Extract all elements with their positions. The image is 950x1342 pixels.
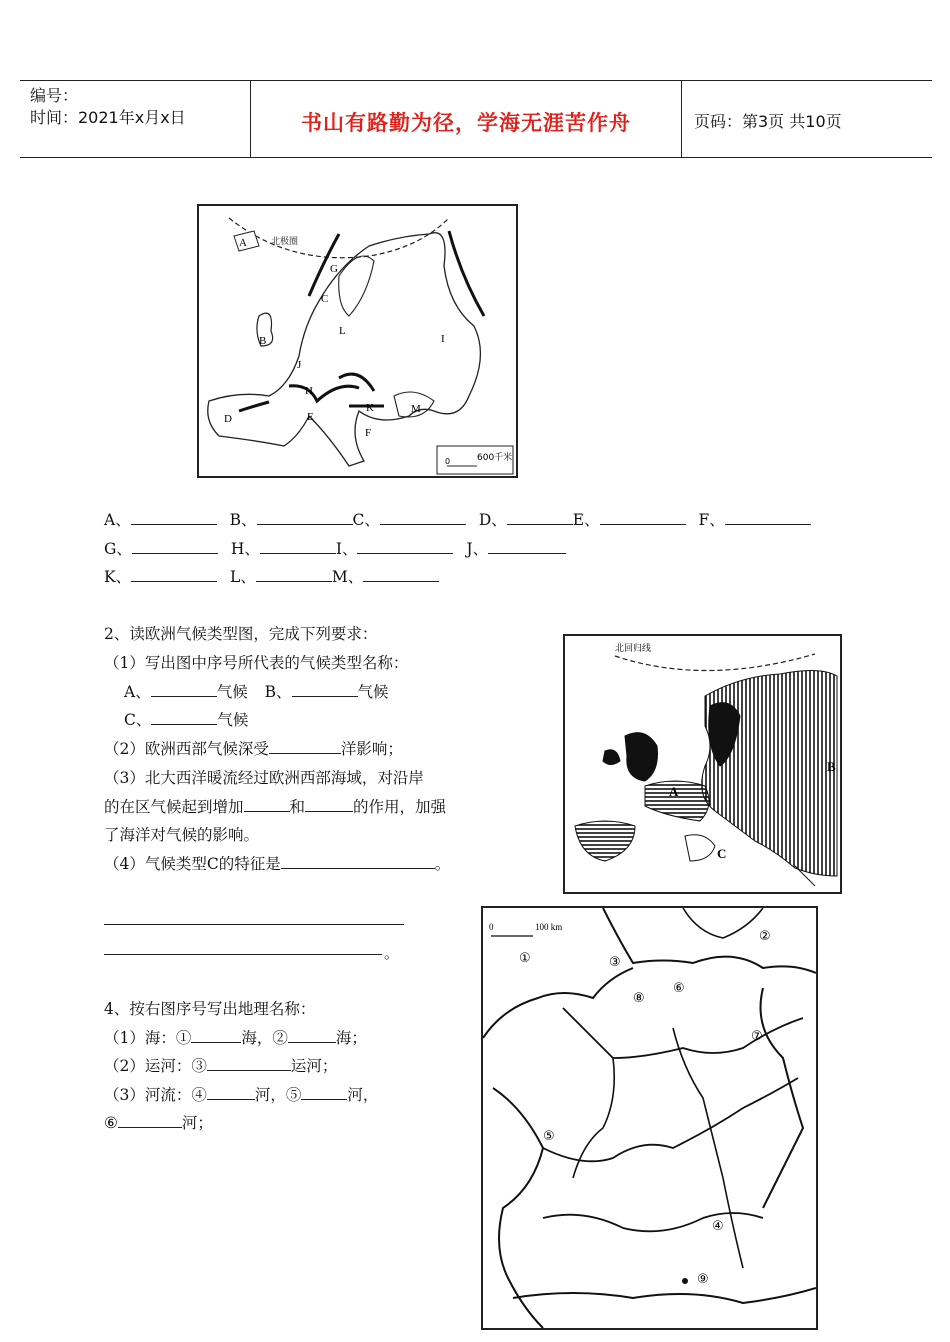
q2-a-suffix: 气候 (216, 683, 248, 701)
q1-label-a: A、 (104, 511, 131, 529)
page-header (20, 80, 932, 158)
map3-scale-zero: 0 (489, 922, 494, 932)
q1-blank-g[interactable] (132, 538, 218, 554)
map1-label-k: K (366, 402, 374, 414)
map3-marker-1: ① (519, 951, 531, 966)
map1-label-d: D (224, 413, 232, 425)
q2-answer-line-1[interactable] (104, 924, 404, 925)
q4-s3-suffix: 河， (347, 1086, 379, 1104)
q4-sub-3 (104, 1083, 378, 1105)
map3-marker-5: ⑤ (543, 1129, 555, 1144)
q1-blank-e[interactable] (600, 509, 686, 525)
q1-label-g: G、 (104, 540, 132, 558)
map3-marker-9: ⑨ (697, 1272, 709, 1287)
q1-blank-h[interactable] (260, 538, 336, 554)
europe-climate-map-drawing (565, 636, 840, 892)
map3-marker-3: ③ (609, 955, 621, 970)
q1-label-c: C、 (352, 511, 380, 529)
q2-b-suffix: 气候 (357, 683, 389, 701)
page-number: 页码：第3页 共10页 (694, 112, 842, 131)
q4-blank-river-6[interactable] (118, 1112, 182, 1128)
europe-landform-map (197, 204, 518, 478)
q1-row-3 (104, 565, 439, 587)
q4-s2-suffix: 运河； (290, 1057, 338, 1075)
germany-map-drawing (483, 908, 816, 1328)
q4-blank-sea-1[interactable] (191, 1027, 241, 1043)
q4-sub-4 (104, 1111, 213, 1133)
q4-blank-sea-2[interactable] (288, 1027, 336, 1043)
q1-label-k: K、 (104, 568, 132, 586)
q1-row-1 (104, 508, 811, 530)
q4-blank-river-4[interactable] (207, 1084, 255, 1100)
q2-blank-ocean[interactable] (269, 738, 341, 754)
q2-part-1: （1）写出图中序号所代表的气候类型名称： (104, 654, 409, 672)
q2-c-prefix: C、 (124, 711, 152, 729)
q2-blank-c[interactable] (151, 709, 217, 725)
q1-blank-i[interactable] (357, 538, 453, 554)
q4-s1-mid: 海，② (241, 1029, 288, 1047)
map1-label-i: I (441, 333, 445, 345)
q4-s1-prefix: （1）海：① (104, 1029, 192, 1047)
q1-label-e: E、 (572, 511, 600, 529)
q2-p2-suffix: 洋影响； (340, 740, 403, 758)
map1-label-a: A (239, 237, 247, 249)
map2-label-a: A (669, 784, 679, 799)
q1-label-j: J、 (466, 540, 489, 558)
q2-blank-feature[interactable] (281, 853, 435, 869)
map3-marker-2: ② (759, 929, 771, 944)
q4-blank-river-5[interactable] (301, 1084, 347, 1100)
map2-label-c: C (717, 846, 727, 861)
germany-map (481, 906, 818, 1330)
map1-label-l: L (339, 325, 346, 337)
q2-end-mark: 。 (384, 944, 400, 962)
q2-p4-prefix: （4）气候类型C的特征是 (104, 855, 281, 873)
q1-blank-f[interactable] (725, 509, 811, 525)
q4-s3-prefix: （3）河流：④ (104, 1086, 207, 1104)
q2-b-prefix: B、 (264, 683, 292, 701)
map1-scale-label: 600千米 (477, 453, 513, 463)
map1-scale-zero: 0 (445, 457, 451, 466)
arctic-circle-label: 北极圈 (271, 237, 299, 247)
map1-label-f: F (365, 427, 372, 439)
header-motto-cell (251, 81, 682, 157)
q2-title: 2、读欧洲气候类型图，完成下列要求： (104, 625, 378, 643)
map3-marker-7: ⑦ (751, 1029, 763, 1044)
time-label: 时间：2021年x月x日 (30, 108, 186, 127)
q2-part-3-line-1: （3）北大西洋暖流经过欧洲西部海域，对沿岸 (104, 769, 424, 787)
map1-label-e: E (307, 411, 314, 423)
q1-blank-c[interactable] (380, 509, 466, 525)
q4-sub-2 (104, 1054, 337, 1076)
q1-label-l: L、 (230, 568, 256, 586)
q2-c-row (124, 708, 248, 730)
q2-p2-prefix: （2）欧洲西部气候深受 (104, 740, 269, 758)
q1-label-d: D、 (478, 511, 507, 529)
q2-part-3-line-2 (104, 795, 446, 817)
map2-label-b: B (827, 759, 836, 774)
q1-label-i: I、 (335, 540, 358, 558)
q2-p3-b: 和 (289, 798, 306, 816)
q2-p4-suffix: 。 (434, 855, 451, 873)
header-right-cell (682, 81, 932, 157)
q4-s1-suffix: 海； (335, 1029, 367, 1047)
q1-label-m: M、 (331, 568, 364, 586)
q1-blank-b[interactable] (257, 509, 353, 525)
q1-row-2 (104, 537, 566, 559)
q4-sub-1 (104, 1026, 367, 1048)
q2-blank-b[interactable] (292, 681, 358, 697)
motto: 书山有路勤为径，学海无涯苦作舟 (301, 111, 631, 135)
map3-marker-4: ④ (712, 1219, 724, 1234)
q2-blank-increase-1[interactable] (244, 796, 290, 812)
q2-c-suffix: 气候 (217, 711, 249, 729)
q2-part-3-line-3: 了海洋对气候的影响。 (104, 826, 260, 844)
header-left-cell (20, 81, 251, 157)
q4-s2-prefix: （2）运河：③ (104, 1057, 207, 1075)
q1-blank-a[interactable] (131, 509, 217, 525)
q1-label-h: H、 (230, 540, 260, 558)
q2-blank-a[interactable] (151, 681, 217, 697)
map1-label-j: J (297, 359, 302, 371)
serial-label: 编号： (30, 86, 79, 105)
q2-ab-row (124, 680, 389, 702)
map3-scale-label: 100 km (535, 922, 563, 932)
map2-arctic-label: 北回归线 (615, 644, 652, 654)
map1-label-m: M (411, 403, 421, 415)
q1-label-b: B、 (229, 511, 257, 529)
q2-answer-line-2[interactable] (104, 954, 382, 955)
q1-blank-j[interactable] (488, 538, 566, 554)
q2-part-4 (104, 852, 450, 874)
q1-blank-m[interactable] (363, 566, 439, 582)
q4-s4-prefix: ⑥ (104, 1114, 118, 1132)
q4-blank-canal[interactable] (207, 1055, 291, 1071)
q1-blank-d[interactable] (507, 509, 573, 525)
map1-label-h: H (305, 385, 313, 397)
q2-part-2 (104, 737, 403, 759)
map1-label-g: G (330, 263, 338, 275)
map1-label-c: C (321, 293, 329, 305)
q1-label-f: F、 (698, 511, 725, 529)
map3-marker-6: ⑥ (673, 981, 685, 996)
q2-a-prefix: A、 (124, 683, 151, 701)
q2-p3-c: 的作用，加强 (353, 798, 447, 816)
europe-landform-map-drawing (199, 206, 516, 476)
map3-marker-8: ⑧ (633, 991, 645, 1006)
q2-p3-a: 的在区气候起到增加 (104, 798, 244, 816)
q1-blank-l[interactable] (256, 566, 332, 582)
q4-s4-suffix: 河； (181, 1114, 213, 1132)
q4-title: 4、按右图序号写出地理名称： (104, 1000, 316, 1018)
map1-label-b: B (259, 335, 267, 347)
europe-climate-map (563, 634, 842, 894)
q4-s3-mid: 河，⑤ (254, 1086, 302, 1104)
q1-blank-k[interactable] (131, 566, 217, 582)
q2-blank-increase-2[interactable] (305, 796, 353, 812)
